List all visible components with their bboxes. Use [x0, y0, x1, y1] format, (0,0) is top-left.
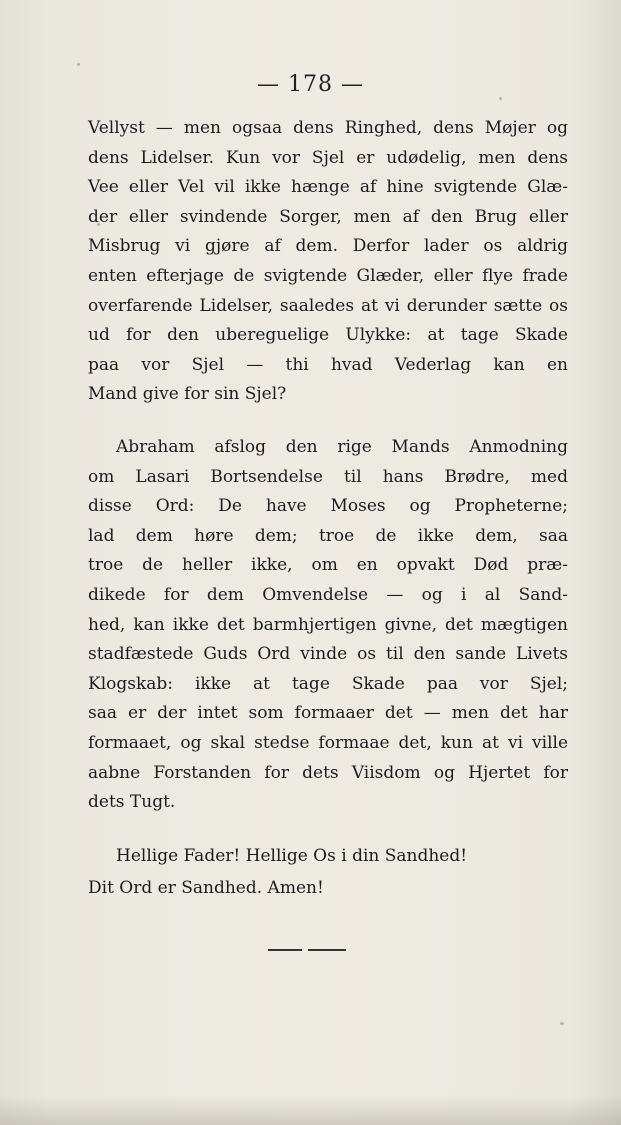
paragraph-2: [88, 433, 568, 818]
text-line: om Lasari Bortsendelse til hans Brødre, med: [88, 466, 568, 487]
text-line: Vellyst — men ogsaa dens Ringhed, dens Møjer og: [88, 118, 568, 138]
text-line: troe de heller ikke, om en opvakt Død præ-: [88, 555, 568, 576]
paragraph-1: [88, 114, 568, 410]
text-line: paa vor Sjel — thi hvad Vederlag kan en: [88, 354, 568, 375]
paper-blemish: [97, 223, 100, 226]
text-line: dens Lidelser. Kun vor Sjel er udødelig, men dens: [88, 147, 568, 168]
text-line: Mand give for sin Sjel?: [88, 384, 287, 405]
text-line: Abraham afslog den rige Mands Anmodning: [116, 437, 568, 457]
paper-blemish: [77, 63, 80, 66]
text-line: Vee eller Vel vil ikke hænge af hine svigtende Glæ-: [88, 177, 568, 198]
text-line: Dit Ord er Sandhed. Amen!: [88, 878, 324, 898]
ornament-rule: [268, 948, 346, 952]
paper-blemish: [499, 97, 502, 100]
paper-blemish: [560, 1022, 564, 1025]
text-line: dets Tugt.: [88, 792, 176, 813]
text-line: saa er der intet som formaaer det — men det har: [88, 703, 568, 724]
text-line: enten efterjage de svigtende Glæder, eller flye frade: [88, 265, 568, 286]
text-line: disse Ord: De have Moses og Propheterne;: [88, 496, 568, 517]
text-line: aabne Forstanden for dets Viisdom og Hjertet for: [88, 762, 568, 783]
text-line: formaaet, og skal stedse formaae det, kun at vi ville: [88, 732, 568, 753]
text-line: dikede for dem Omvendelse — og i al Sand-: [88, 584, 568, 605]
text-line: ud for den ubereguelige Ulykke: at tage Skade: [88, 325, 568, 346]
text-line: lad dem høre dem; troe de ikke dem, saa: [88, 525, 568, 546]
text-line: der eller svindende Sorger, men af den Brug eller: [88, 206, 568, 227]
text-line: Klogskab: ikke at tage Skade paa vor Sjel;: [88, 673, 568, 694]
text-line: hed, kan ikke det barmhjertigen givne, det mægtigen: [88, 614, 568, 635]
text-line: Misbrug vi gjøre af dem. Derfor lader os aldrig: [88, 236, 568, 257]
paragraph-3: [88, 840, 568, 904]
page-number: — 178 —: [257, 72, 364, 97]
text-line: Hellige Fader! Hellige Os i din Sandhed!: [116, 846, 468, 866]
text-line: overfarende Lidelser, saaledes at vi derunder sætte os: [88, 295, 568, 316]
text-line: stadfæstede Guds Ord vinde os til den sande Livets: [88, 644, 568, 665]
